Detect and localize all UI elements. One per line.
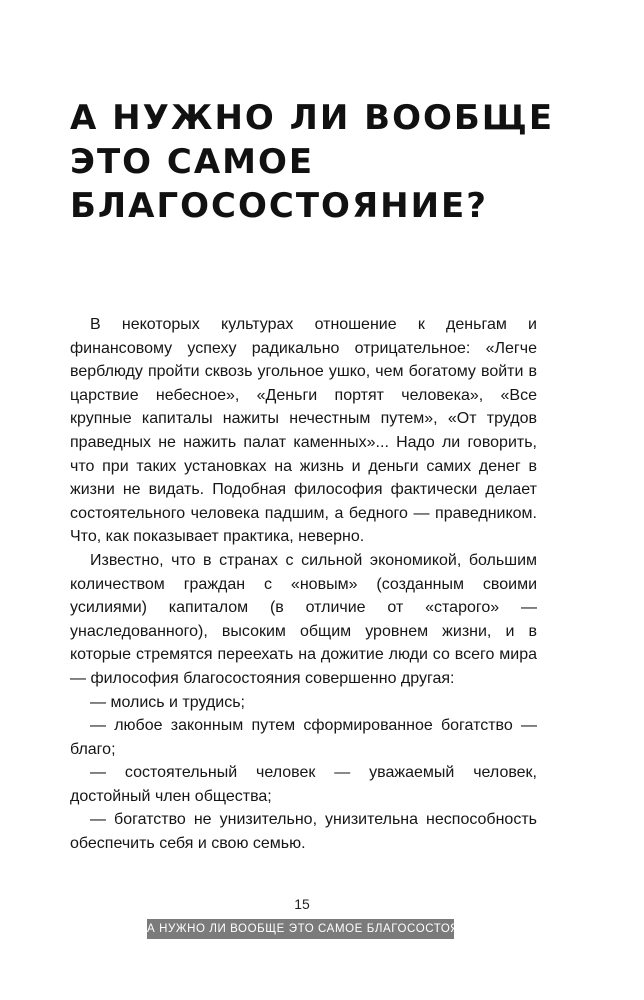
list-item-wealth-not-humiliating: — богатство не унизительно, унизительна неспособность обеспечить себя и свою семью. — [70, 811, 537, 853]
list-item-respected-person: — состоятельный человек — уважаемый человек, достойный член общества; — [70, 764, 537, 805]
running-footer: А НУЖНО ЛИ ВООБЩЕ ЭТО САМОЕ БЛАГОСОСТОЯНИЕ? — [147, 919, 454, 939]
chapter-title — [70, 96, 590, 228]
list-item-legal-wealth: — любое законным путем сформированное богатство — благо; — [70, 717, 537, 758]
page-number: 15 — [294, 896, 310, 912]
list-item-pray-work: — молись и трудись; — [90, 693, 245, 711]
paragraph-countries: Известно, что в странах с сильной экономикой, большим количеством граждан с «новым» (созданным своими усилиями) капиталом (в отличие от «старого» — унаследованного), высоким общим уровнем жизни, и в которые стремятся переехать на дожитие люди со всего мира — философия благосостояния совершенно другая: — [70, 551, 537, 687]
chapter-title-line-1: А НУЖНО ЛИ ВООБЩЕ — [70, 98, 555, 138]
body-text — [70, 313, 537, 856]
chapter-title-line-2: ЭТО САМОЕ — [70, 142, 315, 182]
paragraph-intro: В некоторых культурах отношение к деньгам и финансовому успеху радикально отрицательное: «Легче верблюду пройти сквозь угольное ушко, чем богатому войти в царствие небесное», «Деньги портят человека», «Все крупные капиталы нажиты нечестным путем», «От трудов праведных не нажить палат каменных»... Надо ли говорить, что при таких установках на жизнь и деньги самих денег в жизни не видать. Подобная философия фактически делает состоятельного человека падшим, а бедного — праведником. Что, как показывает практика, неверно. — [70, 316, 537, 546]
chapter-title-line-3: БЛАГОСОСТОЯНИЕ? — [70, 186, 488, 226]
